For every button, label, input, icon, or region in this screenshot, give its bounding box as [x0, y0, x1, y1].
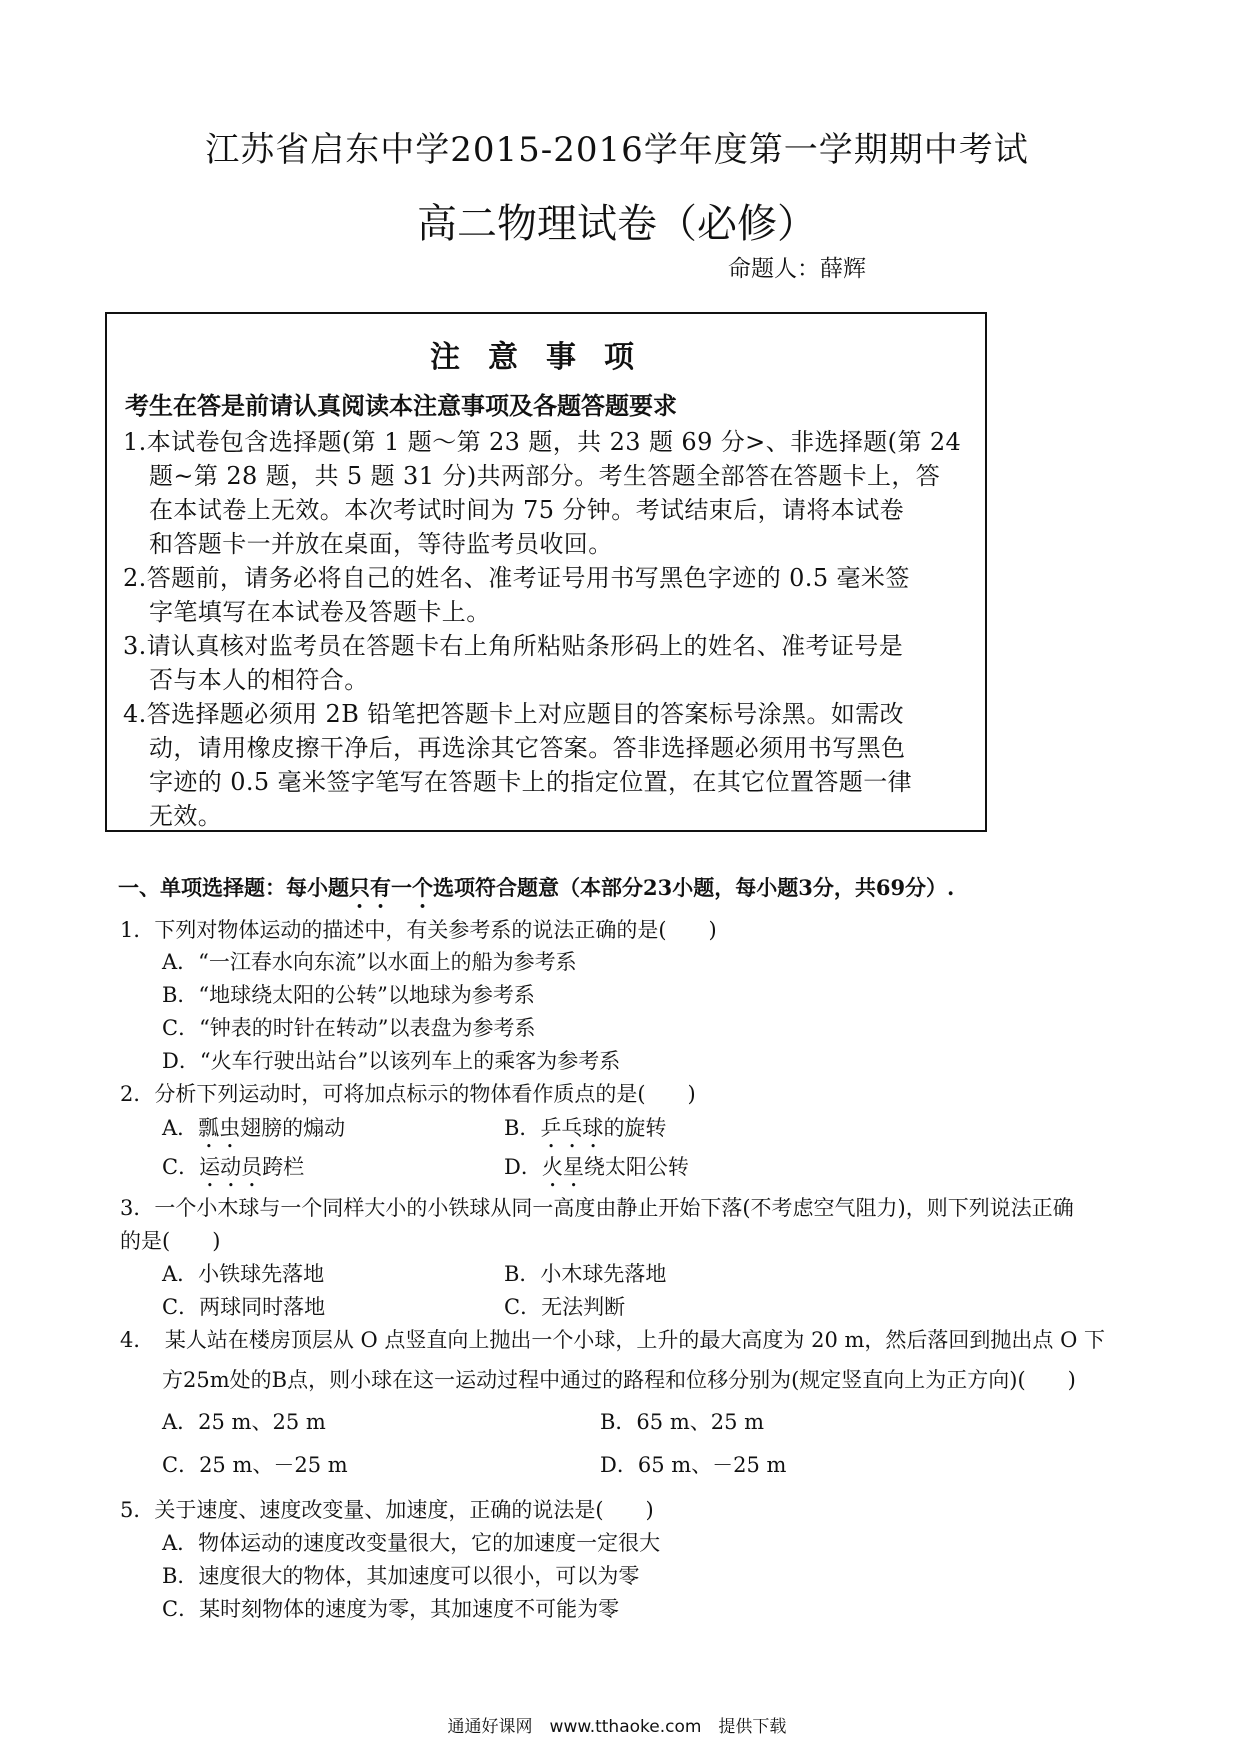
notice-line: 题~第 28 题，共 5 题 31 分)共两部分。考生答题全部答在答题卡上，答 [149, 462, 941, 490]
notice-line: 3.请认真核对监考员在答题卡右上角所粘贴条形码上的姓名、准考证号是 [123, 632, 904, 660]
question-2-option-a: A．瓢虫翅膀的煽动 [162, 1116, 346, 1140]
question-5-stem: 5．关于速度、速度改变量、加速度，正确的说法是( ) [120, 1498, 654, 1522]
notice-subtitle: 考生在答是前请认真阅读本注意事项及各题答题要求 [125, 391, 677, 420]
notice-box [105, 312, 987, 832]
question-4-option-a: A．25 m、25 m [162, 1410, 326, 1434]
question-1-option-b: B．“地球绕太阳的公转”以地球为参考系 [162, 983, 535, 1007]
question-2-option-d: D．火星绕太阳公转 [504, 1155, 689, 1179]
notice-line: 1.本试卷包含选择题(第 1 题～第 23 题，共 23 题 69 分>、非选择题(第 24 [123, 428, 962, 456]
question-4-option-d: D．65 m、－25 m [600, 1453, 787, 1477]
question-1-stem: 1．下列对物体运动的描述中，有关参考系的说法正确的是( ) [120, 918, 717, 942]
notice-line: 字迹的 0.5 毫米签字笔写在答题卡上的指定位置，在其它位置答题一律 [149, 768, 913, 796]
question-3-option-a: A．小铁球先落地 [162, 1262, 325, 1286]
notice-title: 注意事项 [430, 340, 662, 375]
question-3-stem-cont: 的是( ) [120, 1229, 221, 1253]
question-2-stem: 2．分析下列运动时，可将加点标示的物体看作质点的是( ) [120, 1082, 696, 1106]
notice-line: 否与本人的相符合。 [149, 666, 369, 694]
author-line: 命题人：薛辉 [728, 256, 866, 282]
notice-line: 无效。 [149, 802, 223, 830]
exam-title: 江苏省启东中学2015-2016学年度第一学期期中考试 [205, 130, 1029, 170]
question-5-option-b: B．速度很大的物体，其加速度可以很小，可以为零 [162, 1564, 640, 1588]
question-1-option-a: A．“一江春水向东流”以水面上的船为参考系 [162, 950, 577, 974]
question-3-option-b: B．小木球先落地 [504, 1262, 667, 1286]
question-2-option-b: B．乒乓球的旋转 [504, 1116, 667, 1140]
question-1-option-c: C．“钟表的时针在转动”以表盘为参考系 [162, 1016, 536, 1040]
question-3-option-c: C．两球同时落地 [162, 1295, 326, 1319]
exam-subtitle: 高二物理试卷（必修） [417, 201, 817, 247]
notice-line: 在本试卷上无效。本次考试时间为 75 分钟。考试结束后，请将本试卷 [149, 496, 904, 524]
notice-line: 4.答选择题必须用 2B 铅笔把答题卡上对应题目的答案标号涂黑。如需改 [123, 700, 905, 728]
notice-line: 和答题卡一并放在桌面，等待监考员收回。 [149, 530, 613, 558]
question-4-stem: 4． 某人站在楼房顶层从 O 点竖直向上抛出一个小球，上升的最大高度为 20 m，然后落回到抛出点 O 下 [120, 1328, 1105, 1352]
question-4-option-b: B．65 m、25 m [600, 1410, 765, 1434]
notice-line: 2.答题前，请务必将自己的姓名、准考证号用书写黑色字迹的 0.5 毫米签 [123, 564, 910, 592]
notice-line: 字笔填写在本试卷及答题卡上。 [149, 598, 491, 626]
notice-line: 动，请用橡皮擦干净后，再选涂其它答案。答非选择题必须用书写黑色 [149, 734, 906, 762]
question-3-stem: 3．一个小木球与一个同样大小的小铁球从同一高度由静止开始下落(不考虑空气阻力)，则下列说法正确 [120, 1196, 1074, 1220]
question-1-option-d: D．“火车行驶出站台”以该列车上的乘客为参考系 [162, 1049, 621, 1073]
question-4-option-c: C．25 m、－25 m [162, 1453, 348, 1477]
question-4-stem-cont: 方25m处的B点，则小球在这一运动过程中通过的路程和位移分别为(规定竖直向上为正方向)( ) [162, 1368, 1076, 1392]
question-5-option-a: A．物体运动的速度改变量很大，它的加速度一定很大 [162, 1531, 661, 1555]
question-2-option-c: C．运动员跨栏 [162, 1155, 305, 1179]
question-5-option-c: C．某时刻物体的速度为零，其加速度不可能为零 [162, 1597, 620, 1621]
page-footer: 通通好课网 www.tthaoke.com 提供下载 [447, 1717, 787, 1737]
question-3-option-d: C．无法判断 [504, 1295, 626, 1319]
section-heading: 一、单项选择题：每小题只有一个选项符合题意（本部分23小题，每小题3分，共69分）. [118, 875, 955, 900]
